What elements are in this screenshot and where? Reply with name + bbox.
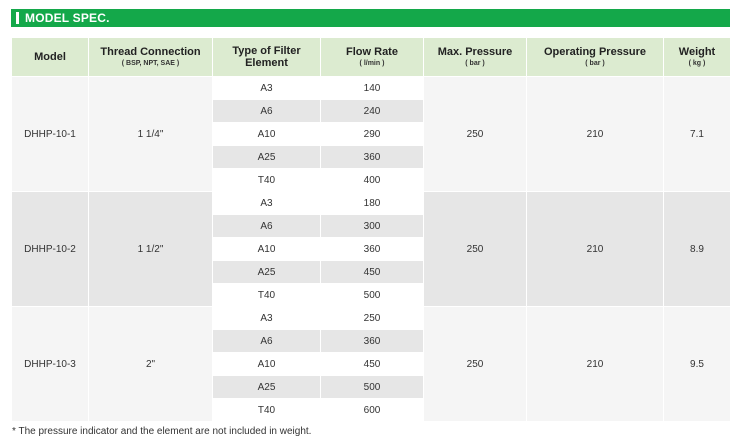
filter-element-cell: A10: [213, 123, 321, 146]
flow-rate-cell: 360: [321, 330, 424, 353]
section-banner: [11, 9, 730, 27]
flow-rate-cell: 500: [321, 376, 424, 399]
max-pressure-cell: 250: [424, 307, 527, 422]
flow-rate-cell: 240: [321, 100, 424, 123]
header-flow-rate: Flow Rate ( l/min ): [321, 38, 424, 77]
flow-rate-cell: 360: [321, 146, 424, 169]
weight-cell: 8.9: [664, 192, 731, 307]
filter-element-cell: T40: [213, 284, 321, 307]
header-operating-pressure: Operating Pressure ( bar ): [527, 38, 664, 77]
flow-rate-cell: 290: [321, 123, 424, 146]
filter-element-cell: A10: [213, 353, 321, 376]
filter-element-cell: T40: [213, 399, 321, 422]
table-header-row: [12, 38, 731, 77]
filter-element-cell: A3: [213, 192, 321, 215]
header-weight: Weight ( kg ): [664, 38, 731, 77]
model-spec-table: [11, 37, 731, 422]
filter-element-cell: A25: [213, 146, 321, 169]
flow-rate-cell: 250: [321, 307, 424, 330]
header-max-pressure: Max. Pressure ( bar ): [424, 38, 527, 77]
max-pressure-cell: 250: [424, 192, 527, 307]
filter-element-cell: A3: [213, 307, 321, 330]
operating-pressure-cell: 210: [527, 77, 664, 192]
operating-pressure-cell: 210: [527, 307, 664, 422]
filter-element-cell: A25: [213, 261, 321, 284]
header-thread-connection: Thread Connection ( BSP, NPT, SAE ): [89, 38, 213, 77]
header-model: Model: [12, 38, 89, 77]
thread-connection-cell: 1 1/4": [89, 77, 213, 192]
section-title: MODEL SPEC.: [25, 11, 110, 25]
table-row: [12, 192, 731, 215]
weight-cell: 7.1: [664, 77, 731, 192]
table-row: [12, 307, 731, 330]
flow-rate-cell: 360: [321, 238, 424, 261]
filter-element-cell: A6: [213, 215, 321, 238]
flow-rate-cell: 180: [321, 192, 424, 215]
operating-pressure-cell: 210: [527, 192, 664, 307]
thread-connection-cell: 2": [89, 307, 213, 422]
filter-element-cell: A10: [213, 238, 321, 261]
flow-rate-cell: 140: [321, 77, 424, 100]
model-cell: DHHP-10-3: [12, 307, 89, 422]
header-filter-element: Type of Filter Element: [213, 38, 321, 77]
filter-element-cell: A25: [213, 376, 321, 399]
thread-connection-cell: 1 1/2": [89, 192, 213, 307]
max-pressure-cell: 250: [424, 77, 527, 192]
flow-rate-cell: 600: [321, 399, 424, 422]
footnote: * The pressure indicator and the element are not included in weight.: [12, 426, 312, 437]
flow-rate-cell: 450: [321, 261, 424, 284]
model-cell: DHHP-10-1: [12, 77, 89, 192]
flow-rate-cell: 400: [321, 169, 424, 192]
filter-element-cell: A3: [213, 77, 321, 100]
filter-element-cell: T40: [213, 169, 321, 192]
model-cell: DHHP-10-2: [12, 192, 89, 307]
flow-rate-cell: 450: [321, 353, 424, 376]
table-row: [12, 77, 731, 100]
flow-rate-cell: 500: [321, 284, 424, 307]
filter-element-cell: A6: [213, 100, 321, 123]
banner-accent-bar: [16, 12, 19, 24]
filter-element-cell: A6: [213, 330, 321, 353]
flow-rate-cell: 300: [321, 215, 424, 238]
weight-cell: 9.5: [664, 307, 731, 422]
